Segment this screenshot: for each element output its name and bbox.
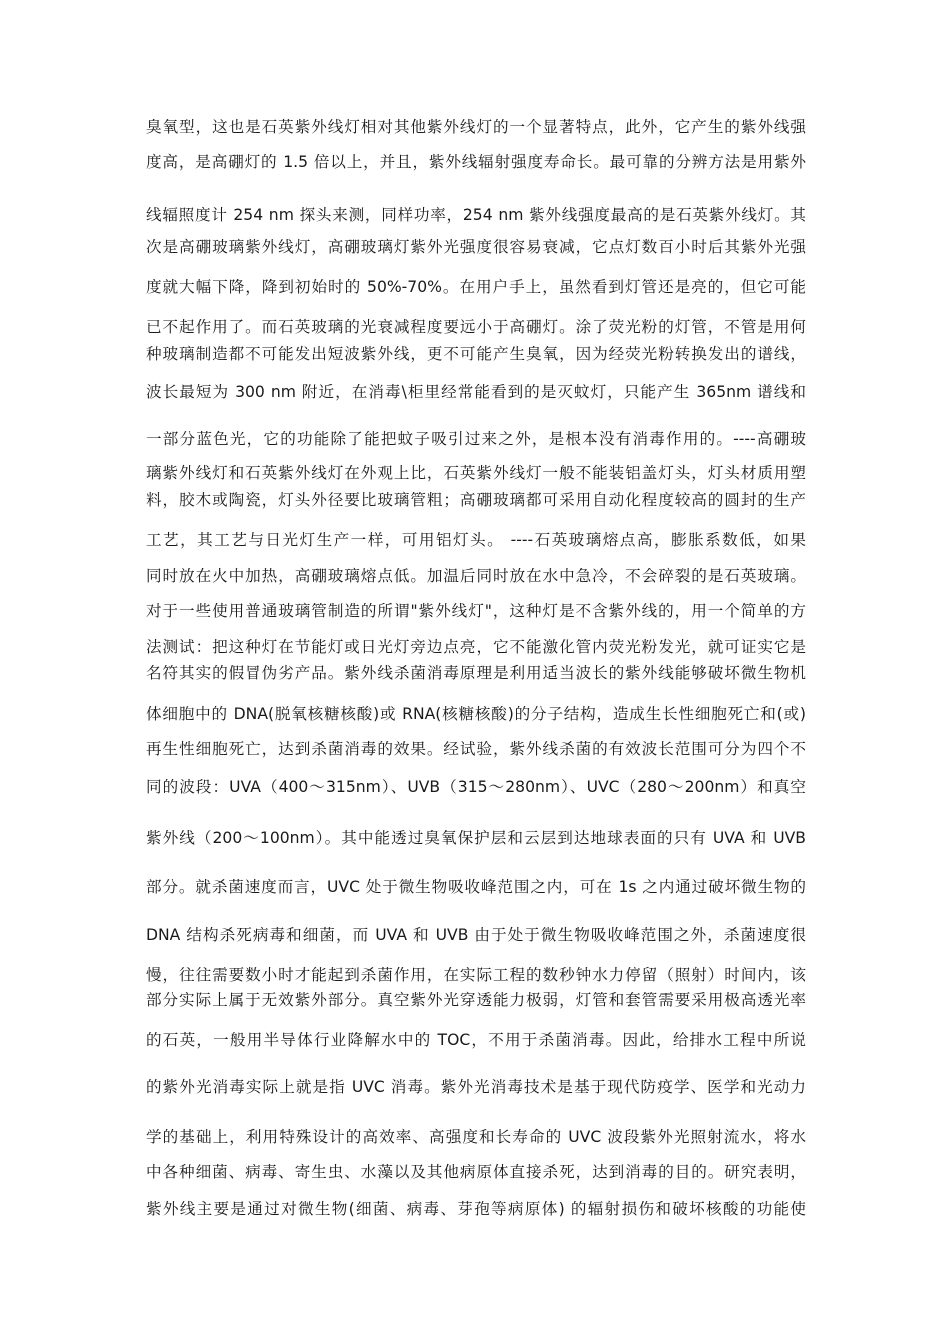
- text-line-25: 的石英，一般用半导体行业降解水中的 TOC，不用于杀菌消毒。因此，给排水工程中所说: [146, 1031, 806, 1049]
- text-line-24: 部分实际上属于无效紫外部分。真空紫外光穿透能力极弱，灯管和套管需要采用极高透光率: [146, 991, 806, 1009]
- text-line-16: 名符其实的假冒伪劣产品。紫外线杀菌消毒原理是利用适当波长的紫外线能够破坏微生物机: [146, 664, 806, 682]
- text-line-29: 紫外线主要是通过对微生物(细菌、病毒、芽孢等病原体) 的辐射损伤和破坏核酸的功能使: [146, 1200, 806, 1218]
- text-line-14: 对于一些使用普通玻璃管制造的所谓"紫外线灯"，这种灯是不含紫外线的，用一个简单的方: [146, 602, 806, 620]
- text-line-27: 学的基础上，利用特殊设计的高效率、高强度和长寿命的 UVC 波段紫外光照射流水，将水: [146, 1128, 806, 1146]
- text-line-12: 工艺，其工艺与日光灯生产一样，可用铝灯头。 ----石英玻璃熔点高，膨胀系数低，如果: [146, 531, 806, 549]
- text-line-28: 中各种细菌、病毒、寄生虫、水藻以及其他病原体直接杀死，达到消毒的目的。研究表明，: [146, 1163, 806, 1181]
- text-line-13: 同时放在火中加热，高硼玻璃熔点低。加温后同时放在水中急冷，不会碎裂的是石英玻璃。: [146, 567, 806, 585]
- text-line-20: 紫外线（200～100nm）。其中能透过臭氧保护层和云层到达地球表面的只有 UVA 和 UVB: [146, 829, 806, 847]
- text-line-5: 度就大幅下降，降到初始时的 50%-70%。在用户手上，虽然看到灯管还是亮的，但它可能: [146, 278, 806, 296]
- text-line-2: 度高，是高硼灯的 1.5 倍以上，并且，紫外线辐射强度寿命长。最可靠的分辨方法是用紫外: [146, 153, 806, 171]
- text-line-26: 的紫外光消毒实际上就是指 UVC 消毒。紫外光消毒技术是基于现代防疫学、医学和光动力: [146, 1078, 806, 1096]
- text-line-6: 已不起作用了。而石英玻璃的光衰减程度要远小于高硼灯。涂了荧光粉的灯管，不管是用何: [146, 318, 806, 336]
- text-line-22: DNA 结构杀死病毒和细菌，而 UVA 和 UVB 由于处于微生物吸收峰范围之外，杀菌速度很: [146, 926, 806, 944]
- text-line-10: 璃紫外线灯和石英紫外线灯在外观上比，石英紫外线灯一般不能装铝盖灯头，灯头材质用塑: [146, 464, 806, 482]
- text-line-8: 波长最短为 300 nm 附近，在消毒\柜里经常能看到的是灭蚊灯，只能产生 365nm 谱线和: [146, 383, 806, 401]
- text-line-3: 线辐照度计 254 nm 探头来测，同样功率，254 nm 紫外线强度最高的是石英紫外线灯。其: [146, 206, 806, 224]
- text-line-9: 一部分蓝色光，它的功能除了能把蚊子吸引过来之外，是根本没有消毒作用的。----高硼玻: [146, 430, 806, 448]
- text-line-18: 再生性细胞死亡，达到杀菌消毒的效果。经试验，紫外线杀菌的有效波长范围可分为四个不: [146, 740, 806, 758]
- text-line-7: 种玻璃制造都不可能发出短波紫外线，更不可能产生臭氧，因为经荧光粉转换发出的谱线，: [146, 345, 806, 363]
- text-line-15: 法测试：把这种灯在节能灯或日光灯旁边点亮，它不能激化管内荧光粉发光，就可证实它是: [146, 638, 806, 656]
- text-line-11: 料，胶木或陶瓷，灯头外径要比玻璃管粗；高硼玻璃都可采用自动化程度较高的圆封的生产: [146, 491, 806, 509]
- text-line-23: 慢，往往需要数小时才能起到杀菌作用，在实际工程的数秒钟水力停留（照射）时间内，该: [146, 966, 806, 984]
- text-line-4: 次是高硼玻璃紫外线灯，高硼玻璃灯紫外光强度很容易衰减，它点灯数百小时后其紫外光强: [146, 238, 806, 256]
- text-line-1: 臭氧型，这也是石英紫外线灯相对其他紫外线灯的一个显著特点，此外，它产生的紫外线强: [146, 118, 806, 136]
- text-line-21: 部分。就杀菌速度而言，UVC 处于微生物吸收峰范围之内，可在 1s 之内通过破坏微生物的: [146, 878, 806, 896]
- text-line-17: 体细胞中的 DNA(脱氧核糖核酸)或 RNA(核糖核酸)的分子结构，造成生长性细胞死亡和(或): [146, 705, 806, 723]
- text-line-19: 同的波段：UVA（400～315nm）、UVB（315～280nm）、UVC（280～200nm）和真空: [146, 778, 806, 796]
